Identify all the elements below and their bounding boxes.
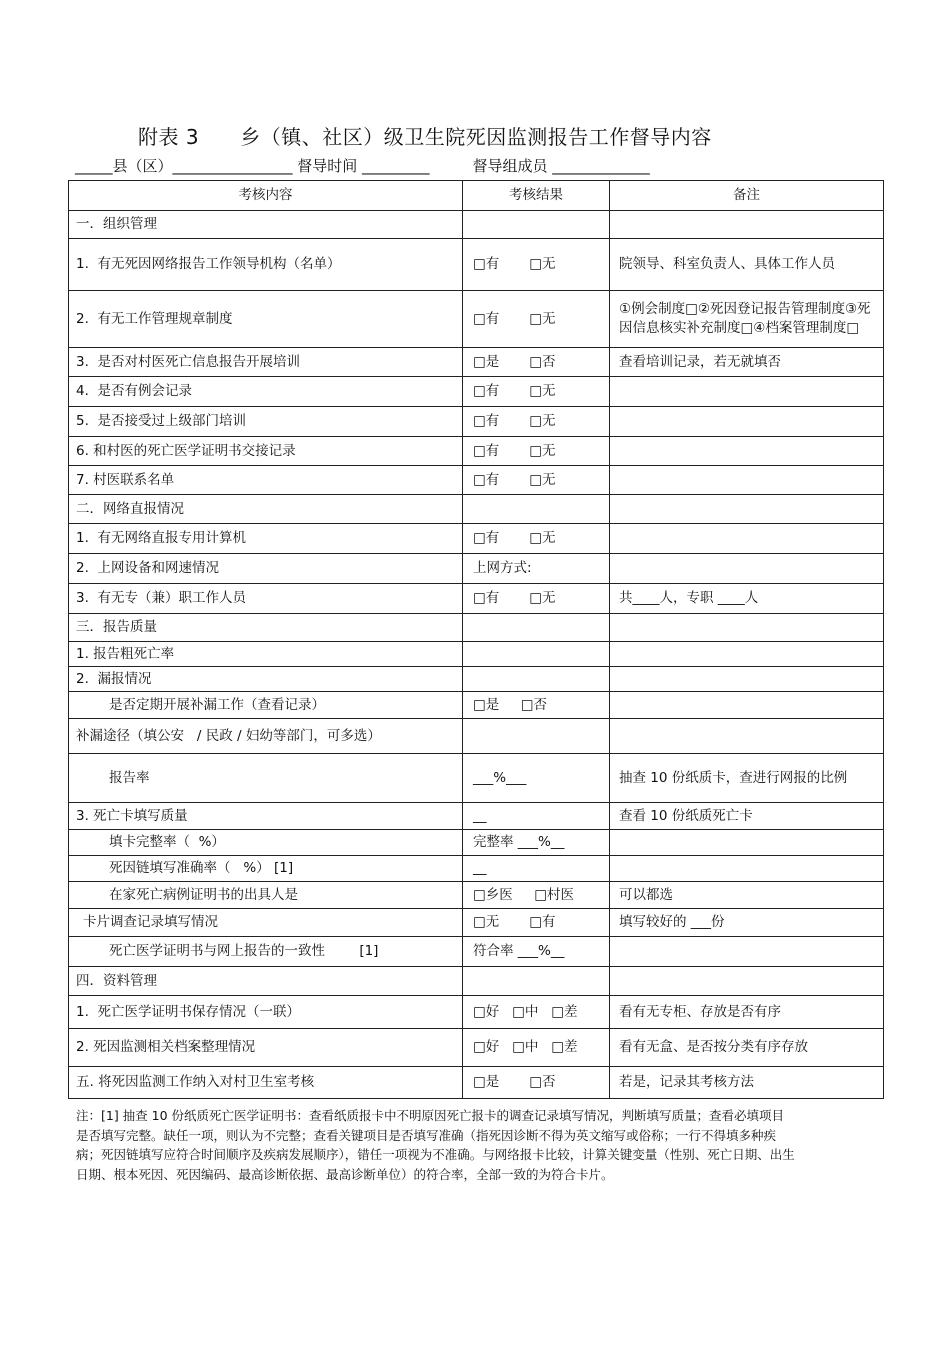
row-note [610,614,884,642]
row-result: □有 □无 [463,584,610,614]
row-note: 看有无盒、是否按分类有序存放 [610,1029,884,1067]
table-row [69,554,884,584]
header-note: 备注 [610,181,884,211]
table-row [69,466,884,495]
row-result: __ [463,856,610,882]
row-note [610,466,884,495]
row-note [610,495,884,524]
table-row [69,967,884,996]
row-item: 三．报告质量 [69,614,463,642]
row-note: 查看培训记录，若无就填否 [610,348,884,377]
row-result: □是 □否 [463,348,610,377]
table-row [69,211,884,239]
header-result: 考核结果 [463,181,610,211]
row-note: 可以都选 [610,882,884,909]
row-item: 一．组织管理 [69,211,463,239]
row-item: 在家死亡病例证明书的出具人是 [69,882,463,909]
row-item: 6. 和村医的死亡医学证明书交接记录 [69,437,463,466]
row-note [610,524,884,554]
row-item: 四．资料管理 [69,967,463,996]
row-result [463,642,610,667]
row-item: 1. 报告粗死亡率 [69,642,463,667]
table-row [69,1029,884,1067]
table-row [69,830,884,856]
table-row [69,937,884,967]
document-title: 附表 3 乡（镇、社区）级卫生院死因监测报告工作督导内容 [138,125,712,149]
table-row [69,719,884,754]
row-note [610,692,884,719]
row-note [610,830,884,856]
row-note: 共____人，专职 ____人 [610,584,884,614]
row-note [610,407,884,437]
table-row [69,495,884,524]
row-result: 上网方式: [463,554,610,584]
row-result: □有 □无 [463,239,610,291]
table-row [69,377,884,407]
row-note [610,856,884,882]
row-note [610,211,884,239]
row-note [610,554,884,584]
row-item: 3. 死亡卡填写质量 [69,803,463,830]
row-result: __ [463,803,610,830]
table-row [69,909,884,937]
table-row [69,667,884,692]
row-item: 卡片调查记录填写情况 [69,909,463,937]
row-item: 死亡医学证明书与网上报告的一致性 [1] [69,937,463,967]
row-result: □无 □有 [463,909,610,937]
row-note [610,437,884,466]
row-note: 若是，记录其考核方法 [610,1067,884,1099]
row-result: 完整率 ___%__ [463,830,610,856]
footnote: 注：[1] 抽查 10 份纸质死亡医学证明书：查看纸质报卡中不明原因死亡报卡的调查记录填写情况，判断填写质量；查看必填项目是否填写完整。缺任一项，则认为不完整；查看关键项目是否填写准确（指死因诊断不得为英文缩写或俗称；一行不得填多种疾病；死因链填写应符合时间顺序及疾病发展顺序），错任一项视为不准确。与网络报卡比较，计算关键变量（性别、死亡日期、出生日期、根本死因、死因编码、最高诊断依据、最高诊断单位）的符合率，全部一致的为符合卡片。 [76,1108,795,1182]
supervision-table [68,180,884,1099]
row-note [610,377,884,407]
row-item: 补漏途径（填公安 / 民政 / 妇幼等部门，可多选） [69,719,463,754]
table-row [69,803,884,830]
supervision-info-line: _____县（区）________________ 督导时间 _________ 督导组成员 _____________ [75,157,650,175]
row-item: 二．网络直报情况 [69,495,463,524]
row-result [463,667,610,692]
row-result: □好 □中 □差 [463,996,610,1029]
table-row [69,856,884,882]
row-item: 4. 是否有例会记录 [69,377,463,407]
row-note [610,642,884,667]
row-result [463,495,610,524]
row-result: □有 □无 [463,291,610,348]
row-result: □乡医 □村医 [463,882,610,909]
table-row [69,291,884,348]
row-result: □是 □否 [463,692,610,719]
row-result: □是 □否 [463,1067,610,1099]
table-row [69,642,884,667]
row-item: 7. 村医联系名单 [69,466,463,495]
row-item: 填卡完整率（ %） [69,830,463,856]
row-item: 2. 上网设备和网速情况 [69,554,463,584]
row-note [610,937,884,967]
row-note: 看有无专柜、存放是否有序 [610,996,884,1029]
table-row [69,1067,884,1099]
row-result: 符合率 ___%__ [463,937,610,967]
row-note [610,667,884,692]
row-note: 查看 10 份纸质死亡卡 [610,803,884,830]
row-note: 抽查 10 份纸质卡，查进行网报的比例 [610,754,884,803]
row-item: 五. 将死因监测工作纳入对村卫生室考核 [69,1067,463,1099]
row-item: 死因链填写准确率（ %） [1] [69,856,463,882]
row-item: 3. 是否对村医死亡信息报告开展培训 [69,348,463,377]
row-item: 2. 有无工作管理规章制度 [69,291,463,348]
row-item: 2. 漏报情况 [69,667,463,692]
row-item: 1. 有无死因网络报告工作领导机构（名单） [69,239,463,291]
row-item: 1. 死亡医学证明书保存情况（一联） [69,996,463,1029]
row-result: ___%___ [463,754,610,803]
row-result: □有 □无 [463,524,610,554]
table-row [69,437,884,466]
row-item: 3. 有无专（兼）职工作人员 [69,584,463,614]
table-row [69,524,884,554]
row-note: 填写较好的 ___份 [610,909,884,937]
table-row [69,692,884,719]
row-result: □有 □无 [463,437,610,466]
row-result [463,719,610,754]
row-result [463,967,610,996]
table-row [69,754,884,803]
table-row [69,614,884,642]
row-result: □有 □无 [463,466,610,495]
row-note: 院领导、科室负责人、具体工作人员 [610,239,884,291]
row-result [463,614,610,642]
table-row [69,239,884,291]
row-note [610,719,884,754]
row-item: 是否定期开展补漏工作（查看记录） [69,692,463,719]
table-row [69,407,884,437]
row-result: □有 □无 [463,377,610,407]
row-item: 报告率 [69,754,463,803]
table-header-row [69,181,884,211]
row-item: 5. 是否接受过上级部门培训 [69,407,463,437]
table-row [69,348,884,377]
row-result [463,211,610,239]
table-row [69,996,884,1029]
row-result: □好 □中 □差 [463,1029,610,1067]
table-row [69,584,884,614]
header-content: 考核内容 [69,181,463,211]
row-result: □有 □无 [463,407,610,437]
row-note: ①例会制度□②死因登记报告管理制度③死因信息核实补充制度□④档案管理制度□ [610,291,884,348]
row-item: 1. 有无网络直报专用计算机 [69,524,463,554]
row-item: 2. 死因监测相关档案整理情况 [69,1029,463,1067]
row-note [610,967,884,996]
table-row [69,882,884,909]
